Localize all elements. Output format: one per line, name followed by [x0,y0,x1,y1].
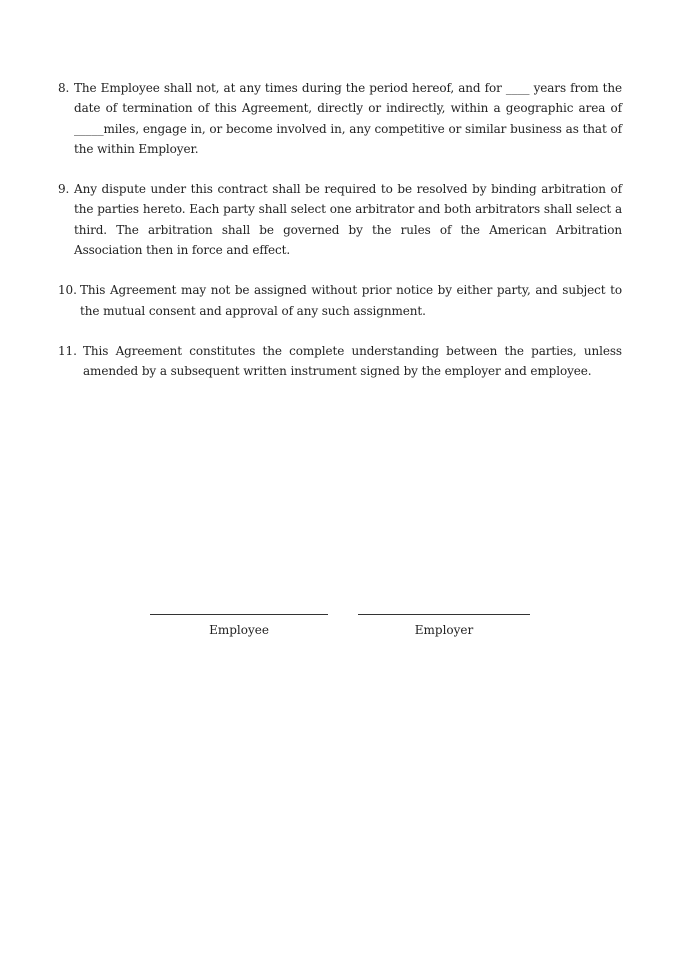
employee-label: Employee [209,623,269,637]
employer-label: Employer [414,623,474,637]
clause-number: 8. [58,81,70,95]
clause-number: 9. [58,182,70,197]
clause-10 [58,280,622,321]
clause-11 [58,341,622,382]
employer-signature-block [358,614,530,637]
clause-number: 11. [58,343,77,358]
clause-9 [58,179,622,260]
clause-text: The Employee shall not, at any times during the period hereof, and for ____ years from the date of termination of this Agreement, directly or indirectly, within a geographic area of _____miles, engage in, or become involved in, any competitive or similar business as that of the within Employer. [74,81,622,156]
clause-text: This Agreement constitutes the complete understanding between the parties, unless amended by a subsequent written instrument signed by the employer and employee. [83,343,622,379]
employee-signature-block [150,614,328,637]
clause-text: This Agreement may not be assigned without prior notice by either party, and subject to the mutual consent and approval of any such assignment. [80,283,622,318]
employer-signature-line [358,614,530,615]
clause-text: Any dispute under this contract shall be required to be resolved by binding arbitration of the parties hereto. Each party shall select one arbitrator and both arbitrators shall select a third. The arbitration shall be governed by the rules of the American Arbitration Association then in force and effect. [74,182,622,258]
clause-number: 10. [58,283,77,298]
agreement-clauses [58,78,622,402]
clause-8 [58,78,622,159]
employee-signature-line [150,614,328,615]
